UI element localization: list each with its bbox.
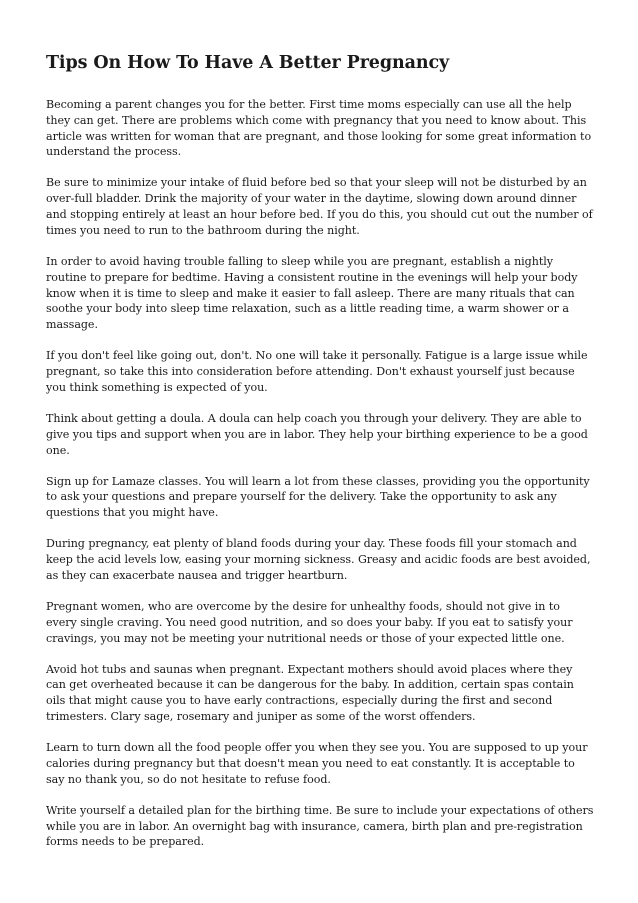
- paragraph-bland-foods: During pregnancy, eat plenty of bland foods during your day. These foods fill your stomach and keep the acid levels low, easing your morning sickness. Greasy and acidic foods are best avoided, as they can exacerbate nausea and trigger heartburn.: [46, 537, 591, 582]
- paragraph-fluid-intake: Be sure to minimize your intake of fluid before bed so that your sleep will not be disturbed by an over-full bladder. Drink the majority of your water in the daytime, slowing down around dinner and stopping entirely at least an hour before bed. If you do this, you should cut out the number of times you need to run to the bathroom during the night.: [46, 176, 593, 237]
- document-body: [46, 97, 594, 850]
- paragraph-lamaze: Sign up for Lamaze classes. You will learn a lot from these classes, providing you the opportunity to ask your questions and prepare yourself for the delivery. Take the opportunity to ask any questions that you might have.: [46, 474, 590, 520]
- paragraph-doula: Think about getting a doula. A doula can help coach you through your delivery. They are able to give you tips and support when you are in labor. They help your birthing experience to be a good one.: [46, 411, 588, 457]
- document-title: Tips On How To Have A Better Pregnancy: [46, 53, 450, 73]
- paragraph-hot-tubs: Avoid hot tubs and saunas when pregnant. Expectant mothers should avoid places where they can get overheated because it can be dangerous for the baby. In addition, certain spas contain oils that might cause you to have early contractions, especially during the first and second trimesters. Clary sage, rosemary and juniper as some of the worst offenders.: [46, 662, 574, 724]
- paragraph-fatigue: If you don't feel like going out, don't. No one will take it personally. Fatigue is a large issue while pregnant, so take this into consideration before attending. Don't exhaust yourself just because you think something is expected of you.: [46, 349, 588, 394]
- paragraph-intro: Becoming a parent changes you for the better. First time moms especially can use all the help they can get. There are problems which come with pregnancy that you need to know about. This article was written for woman that are pregnant, and those looking for some great information to understand the process.: [46, 98, 592, 159]
- document-page: [46, 44, 594, 866]
- paragraph-birth-plan: Write yourself a detailed plan for the birthing time. Be sure to include your expectations of others while you are in labor. An overnight bag with insurance, camera, birth plan and pre-registration forms needs to be prepared.: [46, 803, 594, 849]
- paragraph-refuse-food: Learn to turn down all the food people offer you when they see you. You are supposed to up your calories during pregnancy but that doesn't mean you need to eat constantly. It is acceptable to say no thank you, so do not hesitate to refuse food.: [46, 741, 588, 786]
- paragraph-nightly-routine: In order to avoid having trouble falling to sleep while you are pregnant, establish a nightly routine to prepare for bedtime. Having a consistent routine in the evenings will help your body know when it is time to sleep and make it easier to fall asleep. There are many rituals that can soothe your body into sleep time relaxation, such as a little reading time, a warm shower or a massage.: [46, 254, 578, 332]
- paragraph-cravings: Pregnant women, who are overcome by the desire for unhealthy foods, should not give in to every single craving. You need good nutrition, and so does your baby. If you eat to satisfy your cravings, you may not be meeting your nutritional needs or those of your expected little one.: [46, 600, 573, 645]
